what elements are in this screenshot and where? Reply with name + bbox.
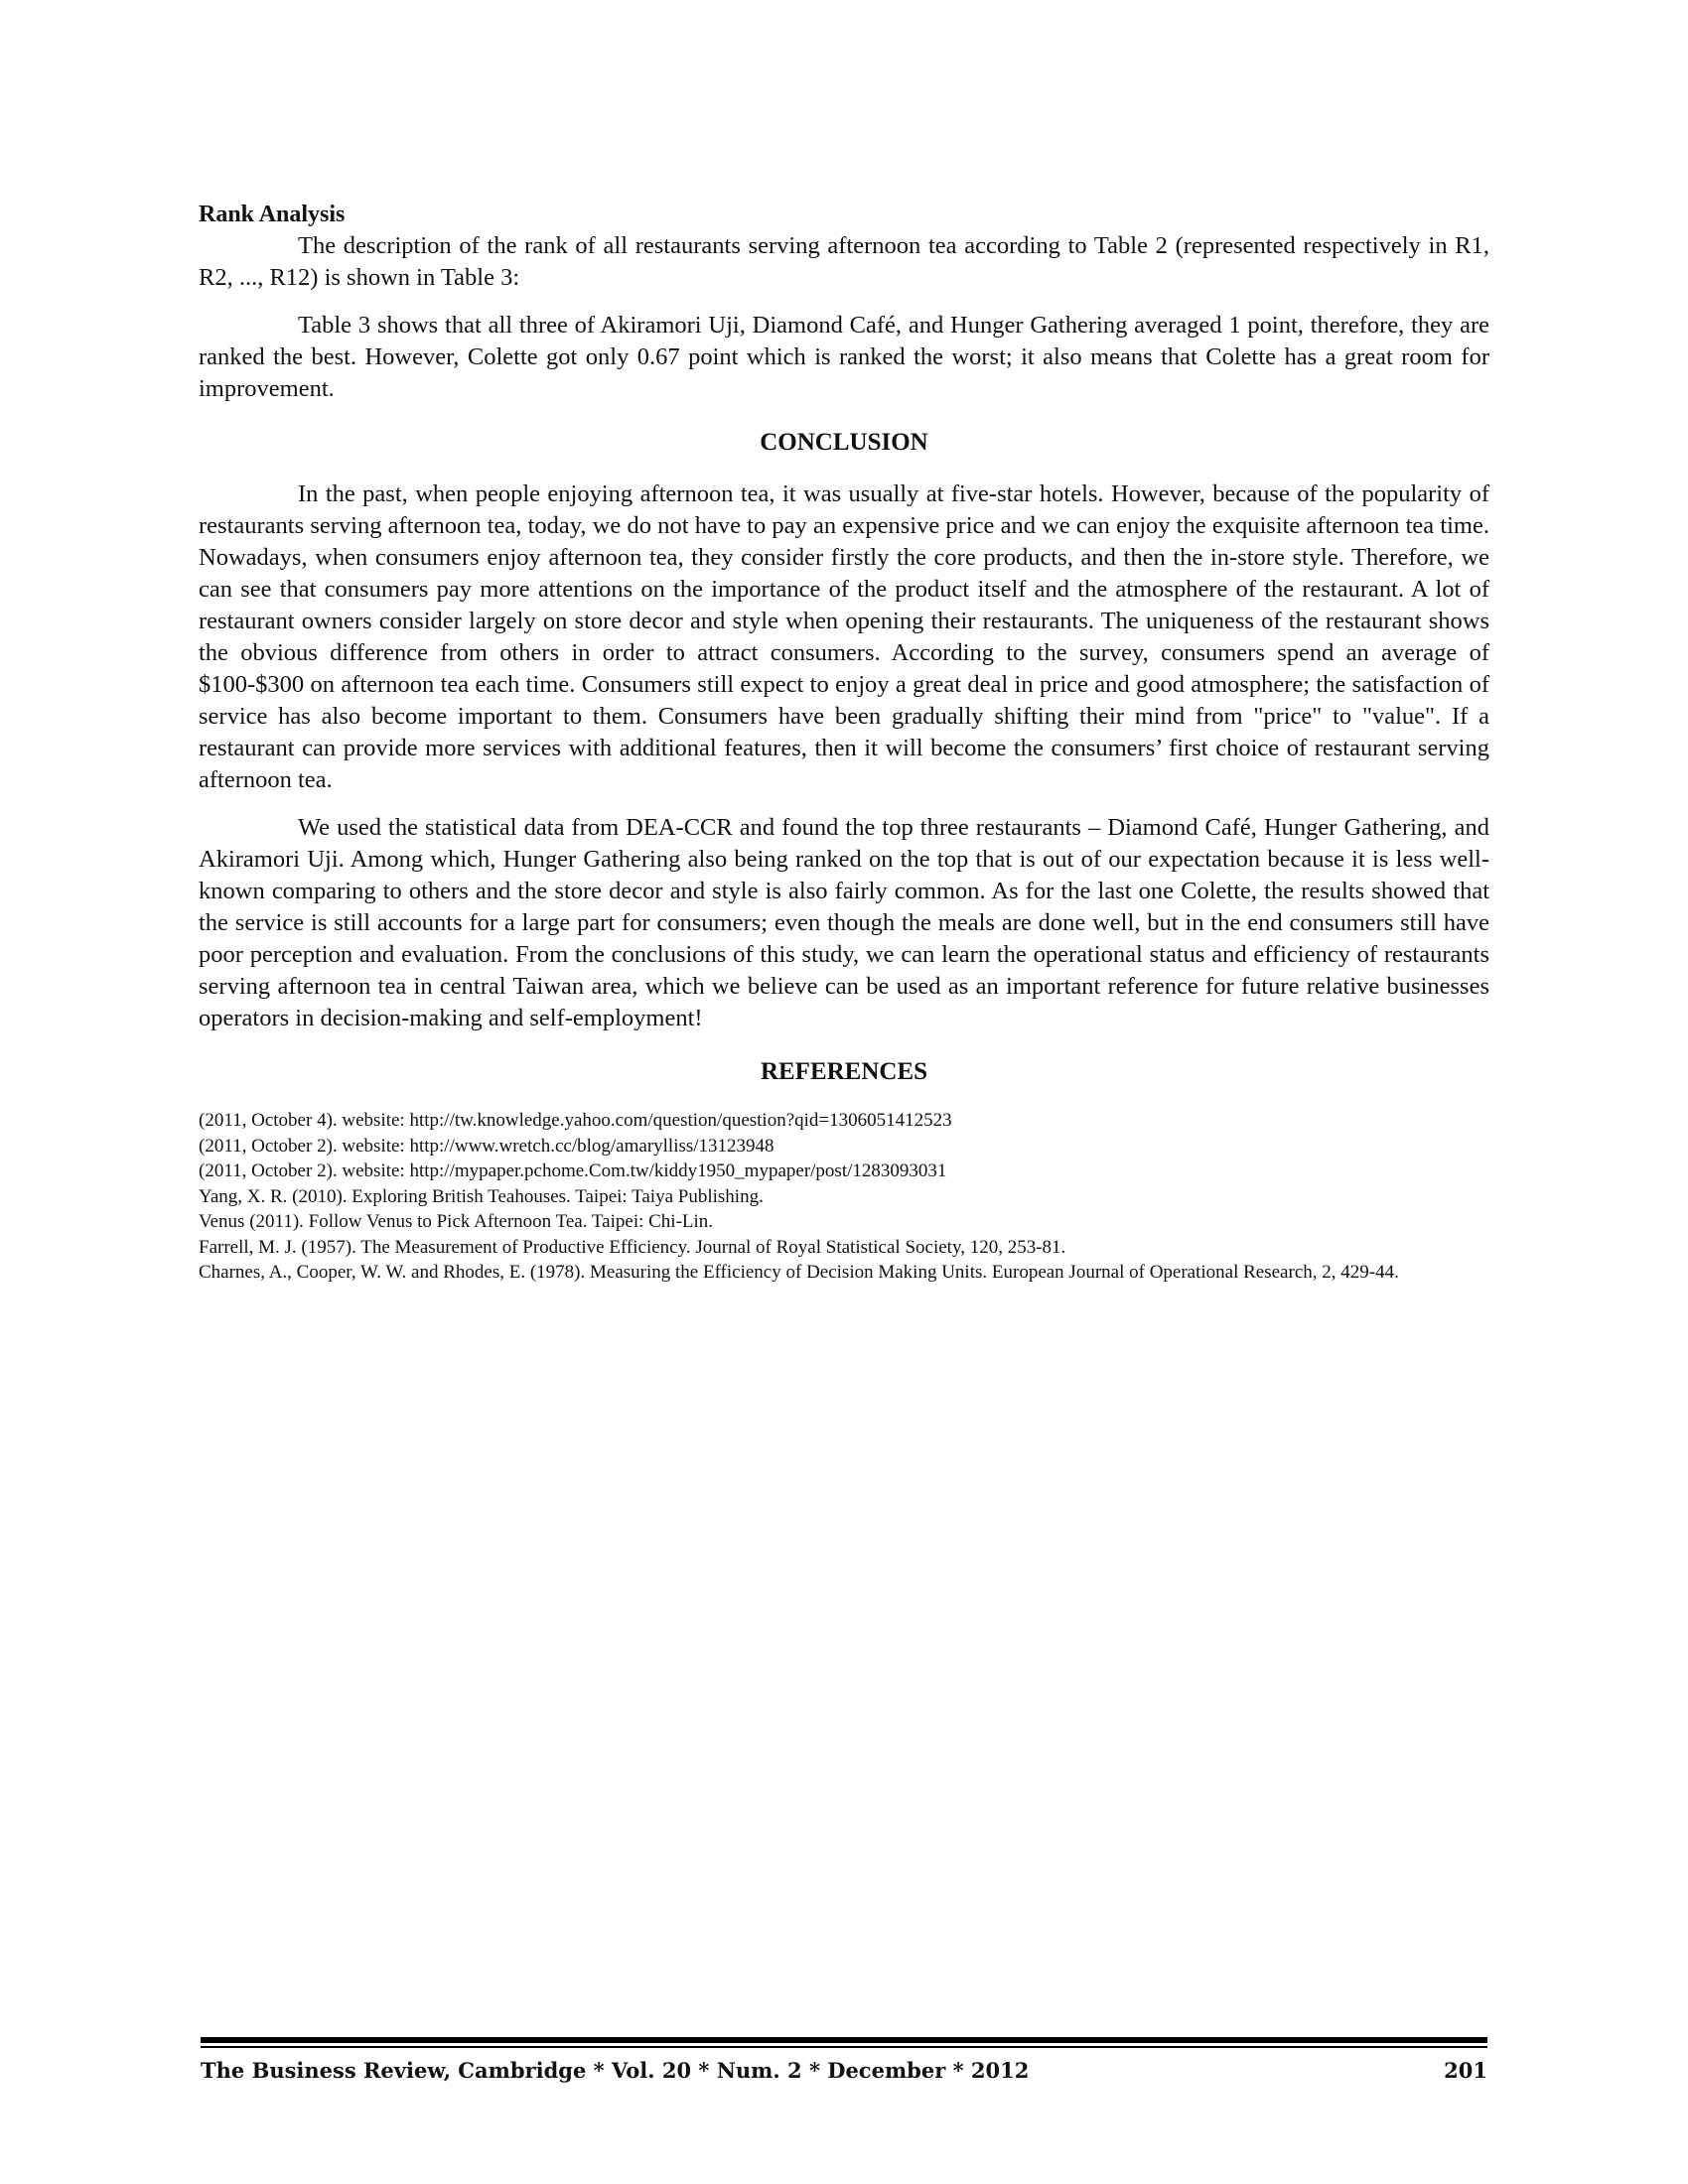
footer-rule-thick xyxy=(201,2037,1487,2043)
rank-analysis-paragraph-2: Table 3 shows that all three of Akiramori Uji, Diamond Café, and Hunger Gathering averaged 1 point, therefore, they are ranked the best. However, Colette got only 0.67 point which is ranked the worst; it also means that Colette has a great room for improvement. xyxy=(199,312,1489,402)
page-footer xyxy=(201,2037,1487,2084)
reference-item: (2011, October 2). website: http://mypaper.pchome.Com.tw/kiddy1950_mypaper/post/1283093031 xyxy=(199,1160,947,1181)
reference-item: (2011, October 4). website: http://tw.knowledge.yahoo.com/question/question?qid=1306051412523 xyxy=(199,1110,952,1131)
reference-item: Yang, X. R. (2010). Exploring British Teahouses. Taipei: Taiya Publishing. xyxy=(199,1185,764,1207)
reference-item: Farrell, M. J. (1957). The Measurement of Productive Efficiency. Journal of Royal Statistical Society, 120, 253-81. xyxy=(199,1236,1066,1258)
conclusion-paragraph-2: We used the statistical data from DEA-CCR and found the top three restaurants – Diamond Café, Hunger Gathering, and Akiramori Uji. Among which, Hunger Gathering also being ranked on the top that is out of our expectation because it is less well-known comparing to others and the store decor and style is also fairly common. As for the last one Colette, the results showed that the service is still accounts for a large part for consumers; even though the meals are done well, but in the end consumers still have poor perception and evaluation. From the conclusions of this study, we can learn the operational status and efficiency of restaurants serving afternoon tea in central Taiwan area, which we believe can be used as an important reference for future relative businesses operators in decision-making and self-employment! xyxy=(199,814,1489,1031)
references-heading: REFERENCES xyxy=(760,1058,928,1085)
reference-item: Venus (2011). Follow Venus to Pick Afternoon Tea. Taipei: Chi-Lin. xyxy=(199,1211,714,1232)
rank-analysis-heading: Rank Analysis xyxy=(199,202,346,227)
reference-item: (2011, October 2). website: http://www.wretch.cc/blog/amarylliss/13123948 xyxy=(199,1135,774,1157)
page-content xyxy=(199,199,1489,1286)
conclusion-paragraph-1: In the past, when people enjoying afternoon tea, it was usually at five-star hotels. However, because of the popularity of restaurants serving afternoon tea, today, we do not have to pay an expensive price and we can enjoy the exquisite afternoon tea time. Nowadays, when consumers enjoy afternoon tea, they consider firstly the core products, and then the in-store style. Therefore, we can see that consumers pay more attentions on the importance of the product itself and the atmosphere of the restaurant. A lot of restaurant owners consider largely on store decor and style when opening their restaurants. The uniqueness of the restaurant shows the obvious difference from others in order to attract consumers. According to the survey, consumers spend an average of $100-$300 on afternoon tea each time. Consumers still expect to enjoy a great deal in price and good atmosphere; the satisfaction of service has also become important to them. Consumers have been gradually shifting their mind from "price" to "value". If a restaurant can provide more services with additional features, then it will become the consumers’ first choice of restaurant serving afternoon tea. xyxy=(199,480,1489,793)
conclusion-heading: CONCLUSION xyxy=(760,429,928,456)
footer-rule-thin xyxy=(201,2046,1487,2048)
footer-page-number: 201 xyxy=(1444,2058,1487,2083)
footer-row xyxy=(201,2058,1487,2084)
footer-journal-info: The Business Review, Cambridge * Vol. 20 * Num. 2 * December * 2012 xyxy=(201,2058,1030,2083)
references-list xyxy=(199,1108,1489,1286)
rank-analysis-paragraph-1: The description of the rank of all restaurants serving afternoon tea according to Table 2 (represented respectively in R1, R2, ..., R12) is shown in Table 3: xyxy=(199,232,1489,291)
reference-item: Charnes, A., Cooper, W. W. and Rhodes, E. (1978). Measuring the Efficiency of Decision Making Units. European Journal of Operational Research, 2, 429-44. xyxy=(199,1262,1399,1283)
